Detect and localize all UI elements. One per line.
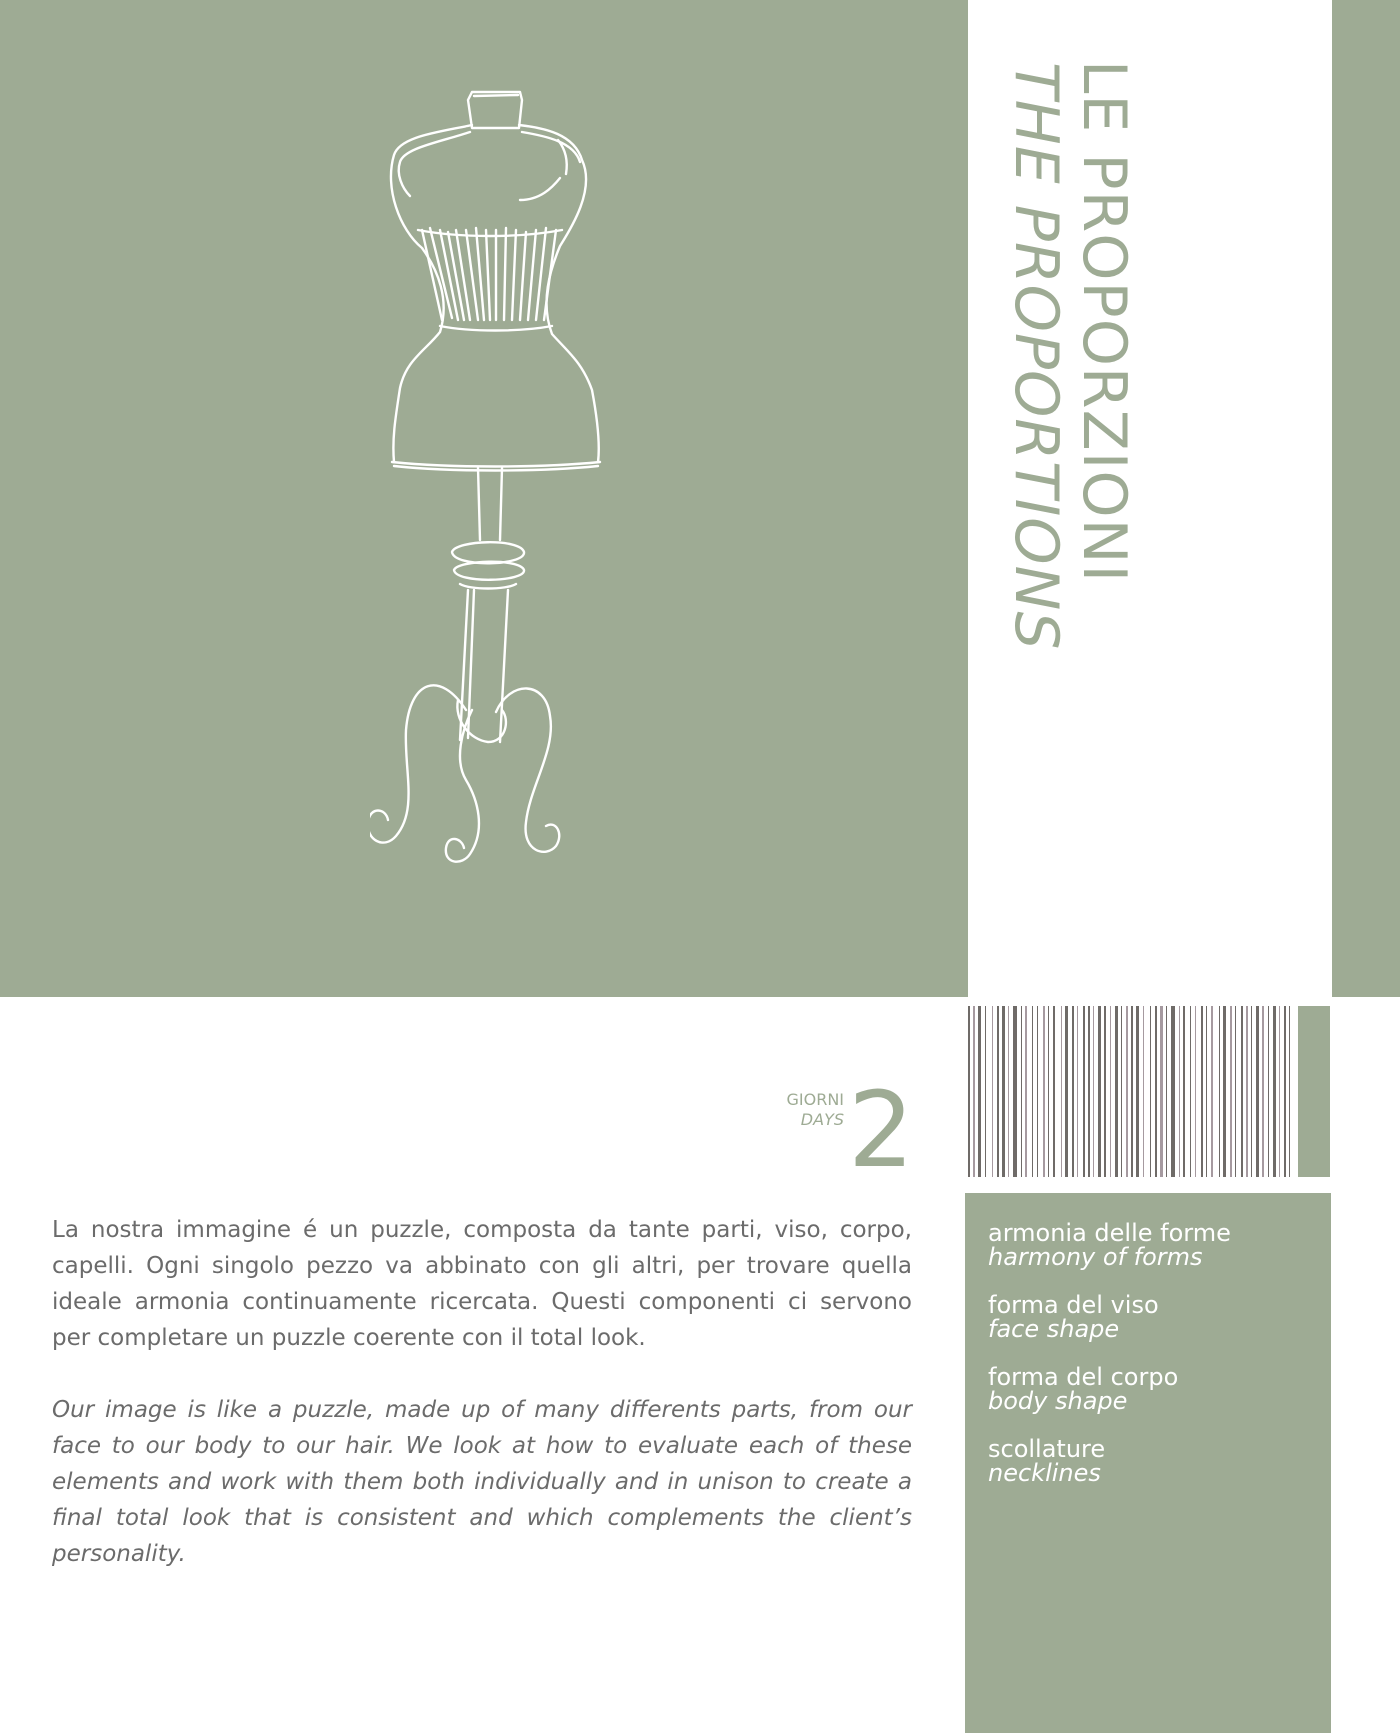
- dress-form-mannequin-icon: [370, 70, 640, 930]
- barcode-stripe: [1037, 1006, 1038, 1177]
- days-count: 2: [848, 1069, 915, 1191]
- topic-item: [988, 1221, 1231, 1269]
- topic-english: harmony of forms: [988, 1243, 1203, 1271]
- barcode-stripe: [1065, 1006, 1068, 1177]
- barcode-stripe: [1190, 1006, 1191, 1177]
- title-italian: LE PROPORZIONI: [1069, 60, 1139, 584]
- barcode-stripe: [1241, 1006, 1243, 1177]
- topic-english: face shape: [988, 1315, 1120, 1343]
- topic-italian: scollature: [988, 1435, 1106, 1463]
- days-label-italian: GIORNI: [786, 1090, 844, 1109]
- barcode-stripe: [1061, 1006, 1062, 1177]
- topic-item: [988, 1365, 1231, 1413]
- barcode-stripe: [1256, 1006, 1259, 1177]
- hero-panel: [0, 0, 968, 997]
- barcode-stripe: [1121, 1006, 1122, 1177]
- barcode-stripe: [1131, 1006, 1133, 1177]
- topics-list: [988, 1221, 1231, 1509]
- barcode-stripe: [1110, 1006, 1111, 1177]
- barcode-stripe: [1171, 1006, 1175, 1177]
- barcode-stripe: [1155, 1006, 1157, 1177]
- barcode-stripe: [1201, 1006, 1203, 1177]
- days-label-english: DAYS: [800, 1110, 844, 1129]
- barcode-stripe: [1289, 1006, 1290, 1177]
- barcode-stripe: [1083, 1006, 1085, 1177]
- barcode-stripe: [1136, 1006, 1139, 1177]
- barcode-stripe: [1002, 1006, 1005, 1177]
- page-title: [1000, 60, 1150, 710]
- description-italian: La nostra immagine é un puzzle, composta da tante parti, viso, corpo, capelli. Ogni singolo pezzo va abbinato con gli altri, per trovare quella ideale armonia continuamente ricercata. Questi componenti ci servono per completare un puzzle coerente con il total look.: [52, 1217, 912, 1351]
- days-label: [786, 1090, 844, 1130]
- barcode-stripe: [1230, 1006, 1232, 1177]
- description-english: Our image is like a puzzle, made up of many differents parts, from our face to our body to our hair. We look at how to evaluate each of these elements and work with them both individually and in unison to create a final total look that is consistent and which complements the client’s personality.: [52, 1397, 912, 1567]
- barcode-stripe: [1053, 1006, 1055, 1177]
- barcode-stripe: [1021, 1006, 1022, 1177]
- barcode-stripe: [1251, 1006, 1252, 1177]
- topic-italian: forma del viso: [988, 1291, 1159, 1319]
- barcode-stripe: [1088, 1006, 1090, 1177]
- topic-english: necklines: [988, 1459, 1101, 1487]
- barcode-stripe: [1273, 1006, 1276, 1177]
- barcode-stripe: [1150, 1006, 1151, 1177]
- title-english: THE PROPORTIONS: [1001, 62, 1071, 651]
- barcode-stripe: [1025, 1006, 1027, 1177]
- barcode-accent-block: [1298, 1006, 1330, 1177]
- barcode-decoration: [968, 1006, 1290, 1177]
- barcode-stripe: [1206, 1006, 1207, 1177]
- barcode-stripe: [1223, 1006, 1226, 1177]
- barcode-stripe: [1013, 1006, 1017, 1177]
- barcode-stripe: [1246, 1006, 1248, 1177]
- barcode-stripe: [1219, 1006, 1220, 1177]
- barcode-stripe: [1235, 1006, 1236, 1177]
- barcode-stripe: [992, 1006, 993, 1177]
- barcode-stripe: [1160, 1006, 1163, 1177]
- barcode-stripe: [1195, 1006, 1196, 1177]
- topic-english: body shape: [988, 1387, 1128, 1415]
- barcode-stripe: [1183, 1006, 1185, 1177]
- barcode-stripe: [968, 1006, 970, 1177]
- barcode-stripe: [1077, 1006, 1078, 1177]
- barcode-stripe: [985, 1006, 986, 1177]
- barcode-stripe: [1279, 1006, 1280, 1177]
- barcode-stripe: [1048, 1006, 1049, 1177]
- topic-item: [988, 1437, 1231, 1485]
- barcode-stripe: [1104, 1006, 1106, 1177]
- barcode-stripe: [1268, 1006, 1269, 1177]
- barcode-stripe: [1126, 1006, 1128, 1177]
- barcode-stripe: [1143, 1006, 1144, 1177]
- barcode-stripe: [997, 1006, 999, 1177]
- barcode-stripe: [1115, 1006, 1118, 1177]
- right-accent-strip: [1332, 0, 1400, 997]
- barcode-stripe: [978, 1006, 981, 1177]
- barcode-stripe: [1262, 1006, 1264, 1177]
- barcode-stripe: [1166, 1006, 1167, 1177]
- barcode-stripe: [1179, 1006, 1180, 1177]
- barcode-stripe: [1093, 1006, 1094, 1177]
- barcode-stripe: [1072, 1006, 1074, 1177]
- barcode-stripe: [1008, 1006, 1009, 1177]
- topic-italian: armonia delle forme: [988, 1219, 1231, 1247]
- barcode-stripe: [1043, 1006, 1045, 1177]
- barcode-stripe: [1284, 1006, 1286, 1177]
- barcode-stripe: [1098, 1006, 1101, 1177]
- barcode-stripe: [973, 1006, 975, 1177]
- barcode-stripe: [1032, 1006, 1033, 1177]
- topic-item: [988, 1293, 1231, 1341]
- topic-italian: forma del corpo: [988, 1363, 1179, 1391]
- barcode-stripe: [1211, 1006, 1213, 1177]
